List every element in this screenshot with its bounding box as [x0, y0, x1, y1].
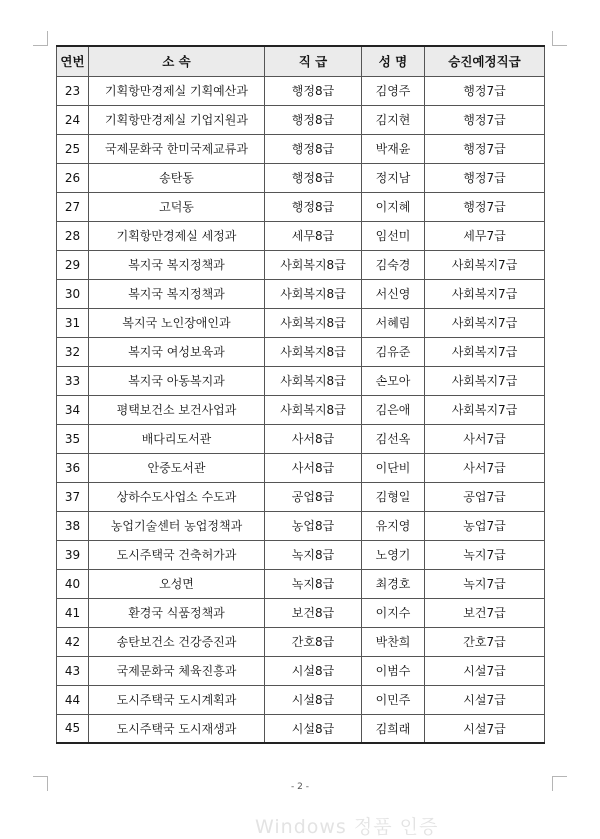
cell-serial-number: 38	[57, 511, 89, 540]
os-activation-watermark: Windows 정품 인증	[255, 816, 439, 838]
cell-serial-number: 36	[57, 453, 89, 482]
cell-name: 유지영	[362, 511, 425, 540]
table-row	[57, 221, 545, 250]
header-serial-number: 연번	[57, 46, 89, 76]
cell-serial-number: 41	[57, 598, 89, 627]
header-department: 소 속	[89, 46, 265, 76]
table-row	[57, 192, 545, 221]
cell-grade: 세무8급	[265, 221, 362, 250]
cell-name: 노영기	[362, 540, 425, 569]
table-row	[57, 308, 545, 337]
cell-department: 도시주택국 도시계획과	[89, 685, 265, 714]
cell-grade: 행정8급	[265, 105, 362, 134]
cell-department: 복지국 복지정책과	[89, 250, 265, 279]
cell-grade: 사회복지8급	[265, 308, 362, 337]
cell-serial-number: 42	[57, 627, 89, 656]
cell-name: 서신영	[362, 279, 425, 308]
cell-promotion-grade: 행정7급	[425, 134, 545, 163]
cell-grade: 사회복지8급	[265, 366, 362, 395]
cell-promotion-grade: 행정7급	[425, 192, 545, 221]
cell-promotion-grade: 세무7급	[425, 221, 545, 250]
cell-promotion-grade: 사회복지7급	[425, 250, 545, 279]
cell-name: 이민주	[362, 685, 425, 714]
cell-promotion-grade: 행정7급	[425, 76, 545, 105]
table-row	[57, 656, 545, 685]
cell-serial-number: 25	[57, 134, 89, 163]
cell-department: 기획항만경제실 기업지원과	[89, 105, 265, 134]
cell-name: 최경호	[362, 569, 425, 598]
cell-department: 복지국 복지정책과	[89, 279, 265, 308]
cell-grade: 시설8급	[265, 685, 362, 714]
cell-department: 오성면	[89, 569, 265, 598]
cell-serial-number: 40	[57, 569, 89, 598]
cell-serial-number: 35	[57, 424, 89, 453]
cell-department: 농업기술센터 농업정책과	[89, 511, 265, 540]
cell-grade: 사회복지8급	[265, 279, 362, 308]
cell-department: 기획항만경제실 기획예산과	[89, 76, 265, 105]
cell-department: 환경국 식품정책과	[89, 598, 265, 627]
header-promotion-grade: 승진예정직급	[425, 46, 545, 76]
cell-promotion-grade: 사회복지7급	[425, 337, 545, 366]
table-row	[57, 627, 545, 656]
table-row	[57, 511, 545, 540]
cell-promotion-grade: 공업7급	[425, 482, 545, 511]
cell-promotion-grade: 사회복지7급	[425, 366, 545, 395]
cell-name: 김숙경	[362, 250, 425, 279]
table-row	[57, 569, 545, 598]
cell-grade: 시설8급	[265, 714, 362, 743]
cell-grade: 녹지8급	[265, 540, 362, 569]
cell-name: 김지현	[362, 105, 425, 134]
cell-name: 서혜림	[362, 308, 425, 337]
cell-promotion-grade: 보건7급	[425, 598, 545, 627]
cell-name: 박찬희	[362, 627, 425, 656]
cell-serial-number: 27	[57, 192, 89, 221]
table-row	[57, 250, 545, 279]
page-number: - 2 -	[291, 782, 309, 792]
cell-serial-number: 28	[57, 221, 89, 250]
cell-department: 도시주택국 건축허가과	[89, 540, 265, 569]
table-row	[57, 453, 545, 482]
cell-name: 이단비	[362, 453, 425, 482]
promotion-roster-table	[56, 45, 545, 744]
cell-department: 국제문화국 체육진흥과	[89, 656, 265, 685]
table-body	[57, 76, 545, 743]
cell-grade: 농업8급	[265, 511, 362, 540]
cell-name: 김은애	[362, 395, 425, 424]
cell-serial-number: 33	[57, 366, 89, 395]
cell-serial-number: 32	[57, 337, 89, 366]
cell-serial-number: 39	[57, 540, 89, 569]
cell-grade: 보건8급	[265, 598, 362, 627]
table-row	[57, 163, 545, 192]
cell-name: 김선옥	[362, 424, 425, 453]
table-row	[57, 598, 545, 627]
cell-department: 송탄동	[89, 163, 265, 192]
table-row	[57, 279, 545, 308]
cell-grade: 행정8급	[265, 192, 362, 221]
table-row	[57, 714, 545, 743]
header-grade: 직 급	[265, 46, 362, 76]
table-row	[57, 685, 545, 714]
cell-department: 복지국 노인장애인과	[89, 308, 265, 337]
cell-name: 김형일	[362, 482, 425, 511]
table-row	[57, 337, 545, 366]
cell-department: 배다리도서관	[89, 424, 265, 453]
cell-promotion-grade: 사회복지7급	[425, 395, 545, 424]
crop-mark-top-right	[552, 31, 567, 46]
cell-promotion-grade: 시설7급	[425, 685, 545, 714]
cell-grade: 사서8급	[265, 424, 362, 453]
cell-promotion-grade: 녹지7급	[425, 540, 545, 569]
cell-name: 김희래	[362, 714, 425, 743]
cell-name: 손모아	[362, 366, 425, 395]
cell-grade: 사회복지8급	[265, 250, 362, 279]
cell-promotion-grade: 사회복지7급	[425, 279, 545, 308]
cell-serial-number: 45	[57, 714, 89, 743]
table-row	[57, 540, 545, 569]
cell-department: 복지국 아동복지과	[89, 366, 265, 395]
cell-name: 이지수	[362, 598, 425, 627]
cell-name: 이범수	[362, 656, 425, 685]
cell-grade: 시설8급	[265, 656, 362, 685]
cell-name: 김유준	[362, 337, 425, 366]
cell-serial-number: 43	[57, 656, 89, 685]
table-row	[57, 105, 545, 134]
cell-department: 기획항만경제실 세정과	[89, 221, 265, 250]
table-row	[57, 134, 545, 163]
cell-department: 국제문화국 한미국제교류과	[89, 134, 265, 163]
cell-serial-number: 26	[57, 163, 89, 192]
cell-promotion-grade: 행정7급	[425, 163, 545, 192]
cell-name: 이지혜	[362, 192, 425, 221]
cell-promotion-grade: 사회복지7급	[425, 308, 545, 337]
cell-grade: 행정8급	[265, 163, 362, 192]
cell-department: 상하수도사업소 수도과	[89, 482, 265, 511]
cell-promotion-grade: 녹지7급	[425, 569, 545, 598]
cell-name: 김영주	[362, 76, 425, 105]
table-row	[57, 424, 545, 453]
cell-serial-number: 24	[57, 105, 89, 134]
cell-name: 정지남	[362, 163, 425, 192]
cell-promotion-grade: 사서7급	[425, 424, 545, 453]
cell-department: 안중도서관	[89, 453, 265, 482]
cell-promotion-grade: 시설7급	[425, 656, 545, 685]
cell-serial-number: 31	[57, 308, 89, 337]
cell-grade: 사회복지8급	[265, 395, 362, 424]
cell-department: 도시주택국 도시재생과	[89, 714, 265, 743]
cell-grade: 녹지8급	[265, 569, 362, 598]
cell-department: 고덕동	[89, 192, 265, 221]
cell-serial-number: 23	[57, 76, 89, 105]
crop-mark-top-left	[33, 31, 48, 46]
cell-grade: 간호8급	[265, 627, 362, 656]
cell-department: 평택보건소 보건사업과	[89, 395, 265, 424]
table-row	[57, 76, 545, 105]
cell-serial-number: 30	[57, 279, 89, 308]
cell-grade: 행정8급	[265, 76, 362, 105]
cell-serial-number: 29	[57, 250, 89, 279]
cell-promotion-grade: 간호7급	[425, 627, 545, 656]
cell-promotion-grade: 시설7급	[425, 714, 545, 743]
cell-serial-number: 44	[57, 685, 89, 714]
cell-grade: 사서8급	[265, 453, 362, 482]
cell-grade: 공업8급	[265, 482, 362, 511]
table-row	[57, 366, 545, 395]
cell-grade: 행정8급	[265, 134, 362, 163]
cell-department: 복지국 여성보육과	[89, 337, 265, 366]
header-name: 성 명	[362, 46, 425, 76]
cell-promotion-grade: 사서7급	[425, 453, 545, 482]
table-row	[57, 482, 545, 511]
cell-promotion-grade: 행정7급	[425, 105, 545, 134]
cell-promotion-grade: 농업7급	[425, 511, 545, 540]
cell-department: 송탄보건소 건강증진과	[89, 627, 265, 656]
cell-name: 박재윤	[362, 134, 425, 163]
cell-grade: 사회복지8급	[265, 337, 362, 366]
cell-serial-number: 34	[57, 395, 89, 424]
cell-name: 임선미	[362, 221, 425, 250]
table-row	[57, 395, 545, 424]
table-header-row	[57, 46, 545, 76]
cell-serial-number: 37	[57, 482, 89, 511]
